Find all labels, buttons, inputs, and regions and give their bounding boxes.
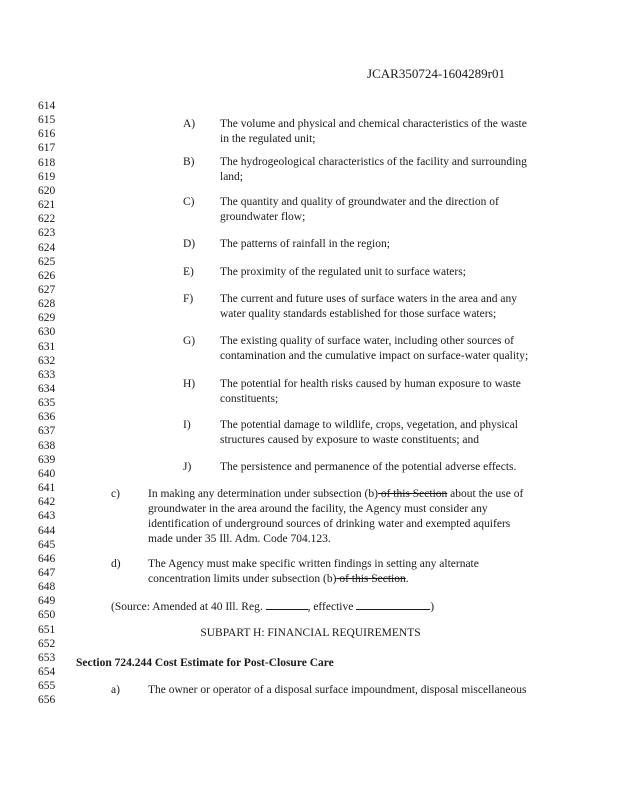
para-c-line-1 [148,487,523,502]
source-note-pre: (Source: Amended at 40 Ill. Reg. [111,601,266,613]
line-number: 621 [38,199,56,212]
item-letter-a: A) [183,118,196,130]
line-number: 655 [38,680,56,693]
para-c-letter: c) [111,488,120,500]
line-number: 624 [38,241,56,254]
line-number: 633 [38,368,56,381]
item-letter-g: G) [183,335,196,347]
para-a-letter: a) [111,684,120,696]
para-c-line-1-post: about the use of [447,488,524,500]
line-number: 627 [38,284,56,296]
item-c-line-2: groundwater flow; [220,211,306,223]
item-i-line-1: The potential damage to wildlife, crops, vegetation, and physical [220,419,518,431]
para-c-line-1-pre: In making any determination under subsection (b) [148,488,378,500]
line-number: 645 [38,538,56,551]
item-letter-e: E) [183,266,194,278]
line-number: 644 [38,524,56,537]
line-number: 632 [38,354,56,367]
line-number: 648 [38,581,56,594]
item-h-line-2: constituents; [220,393,279,405]
item-g-line-1: The existing quality of surface water, including other sources of [220,335,514,347]
item-letter-i: I) [183,419,191,431]
source-note-mid: , effective [307,601,357,613]
line-number: 651 [38,623,56,636]
item-letter-f: F) [183,293,194,305]
item-f-line-1: The current and future uses of surface waters in the area and any [220,293,517,305]
item-g-line-2: contamination and the cumulative impact on surface-water quality; [220,350,529,362]
item-letter-c: C) [183,196,195,208]
line-number: 636 [38,411,56,424]
line-number: 623 [38,227,56,240]
document-id: JCAR350724-1604289r01 [367,66,505,81]
para-a-line-1: The owner or operator of a disposal surface impoundment, disposal miscellaneous [148,684,527,696]
item-letter-d: D) [183,238,196,250]
para-d-line-2-post: . [405,573,409,585]
line-number: 631 [38,340,56,353]
line-number: 619 [38,170,56,183]
item-b-line-1: The hydrogeological characteristics of the facility and surrounding [220,156,527,168]
line-number: 640 [38,467,56,480]
line-number: 620 [38,184,56,197]
line-number: 630 [38,326,56,339]
line-number: 626 [38,269,56,282]
line-number: 615 [38,114,56,127]
line-number: 653 [38,651,56,664]
source-note [111,598,434,615]
line-number: 638 [38,439,56,452]
line-number: 625 [38,255,56,268]
line-number: 647 [38,567,56,579]
para-c-line-2: groundwater in the area around the facility, the Agency must consider any [148,503,488,515]
item-c-line-1: The quantity and quality of groundwater and the direction of [220,196,499,208]
para-d-letter: d) [111,558,121,570]
line-number: 652 [38,637,56,650]
subpart-title: SUBPART H: FINANCIAL REQUIREMENTS [200,627,421,639]
para-d-struck-text: of this Section [336,573,406,585]
line-number: 639 [38,453,56,466]
item-b-line-2: land; [220,171,243,183]
line-number: 628 [38,298,56,311]
para-c-line-3: identification of underground sources of drinking water and exempted aquifers [148,518,511,530]
item-d-line-1: The patterns of rainfall in the region; [220,238,390,250]
item-j-line-1: The persistence and permanence of the potential adverse effects. [220,461,517,473]
item-a-line-2: in the regulated unit; [220,133,316,145]
line-number: 649 [38,595,56,608]
item-letter-j: J) [183,461,192,473]
line-number: 635 [38,397,56,410]
para-d-line-1: The Agency must make specific written findings in setting any alternate [148,558,479,570]
line-number: 642 [38,496,56,509]
line-number: 656 [38,694,56,707]
line-number: 643 [38,510,56,523]
para-d-line-2-pre: concentration limits under subsection (b) [148,573,337,585]
line-number: 614 [38,100,56,112]
item-a-line-1: The volume and physical and chemical characteristics of the waste [220,118,527,130]
line-number: 654 [38,666,56,678]
item-e-line-1: The proximity of the regulated unit to surface waters; [220,266,466,278]
para-d-line-2 [148,572,409,587]
item-i-line-2: structures caused by exposure to waste constituents; and [220,434,480,446]
line-number: 629 [38,312,56,325]
item-letter-b: B) [183,156,195,168]
register-page-blank [266,598,308,610]
effective-date-blank [356,598,430,610]
para-c-struck-text: of this Section [377,488,448,500]
source-note-post: ) [430,601,435,613]
para-c-line-4: made under 35 Ill. Adm. Code 704.123. [148,533,331,545]
item-f-line-2: water quality standards established for those surface waters; [220,308,497,320]
line-number: 646 [38,552,56,565]
item-h-line-1: The potential for health risks caused by human exposure to waste [220,378,521,390]
item-letter-h: H) [183,378,196,390]
line-number: 616 [38,128,56,141]
line-number: 650 [38,609,56,622]
line-number: 641 [38,482,56,495]
section-heading: Section 724.244 Cost Estimate for Post-Closure Care [76,657,334,669]
line-number: 617 [38,142,56,155]
line-number: 618 [38,156,56,169]
line-number: 637 [38,425,56,438]
line-number: 634 [38,383,56,395]
line-number: 622 [38,213,56,226]
